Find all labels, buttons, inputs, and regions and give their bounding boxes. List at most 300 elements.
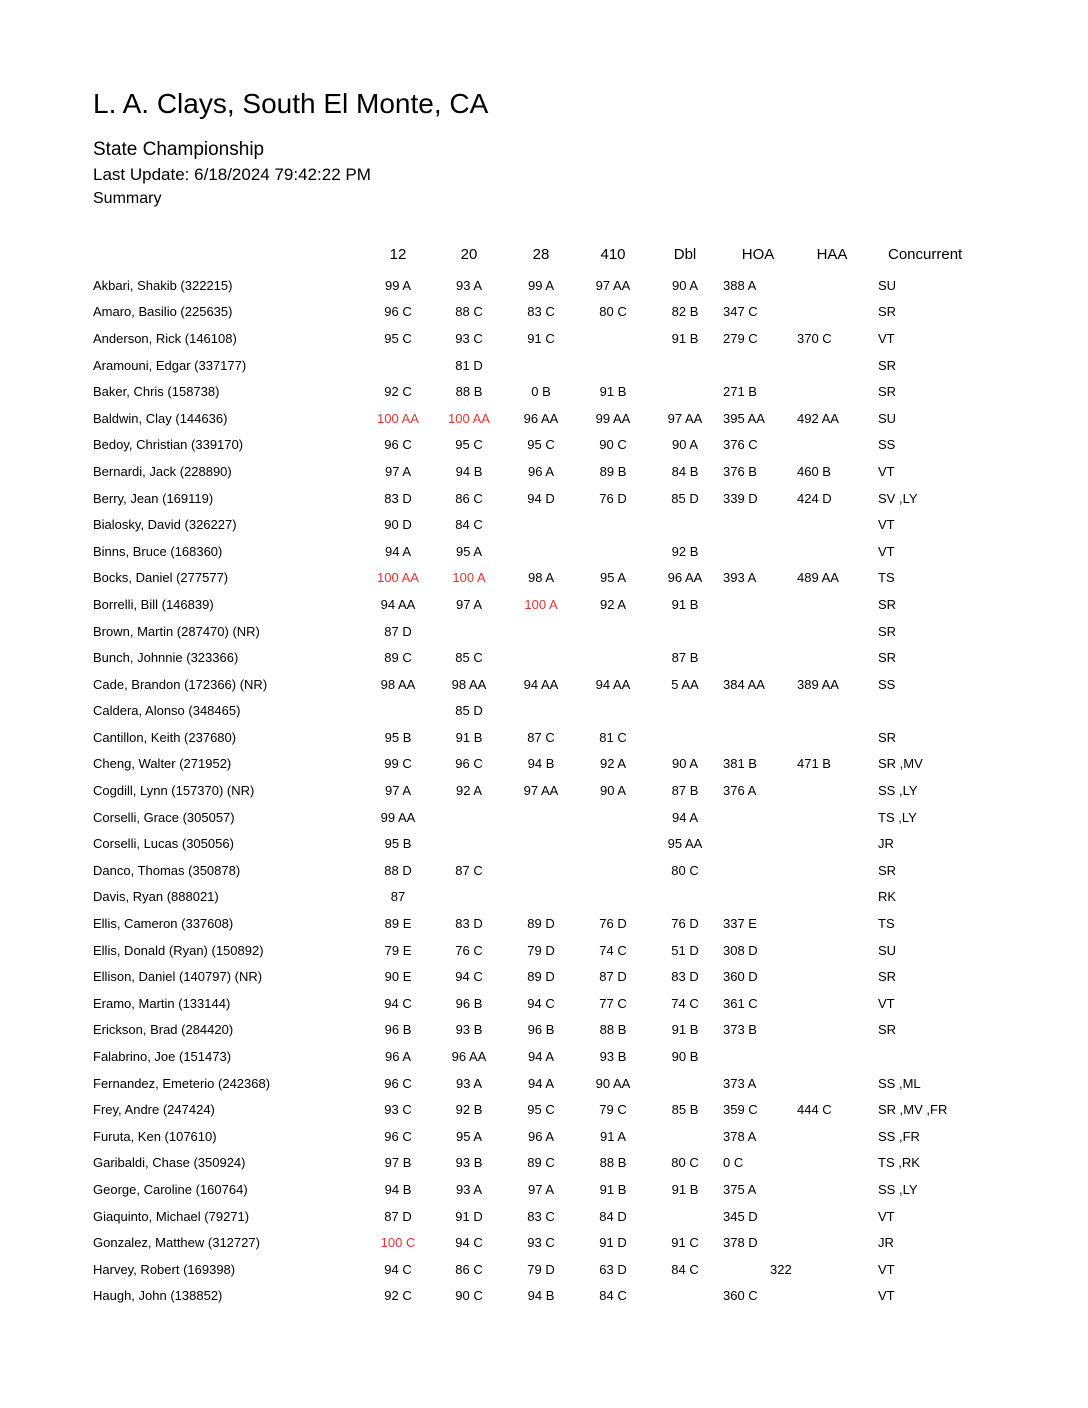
score-cell-g12: 97 B bbox=[384, 1155, 412, 1171]
score-cell-g12: 87 bbox=[390, 889, 406, 905]
score-cell-g20: 87 C bbox=[455, 862, 483, 878]
score-cell-g12: 98 AA bbox=[380, 676, 416, 692]
last-update-timestamp: Last Update: 6/18/2024 79:42:22 PM bbox=[93, 165, 371, 184]
score-cell-g410: 88 B bbox=[599, 1022, 627, 1038]
score-cell-g20: 91 D bbox=[455, 1208, 483, 1224]
score-cell-g410: 91 A bbox=[599, 1128, 627, 1144]
score-cell-g28: 96 AA bbox=[523, 410, 559, 426]
score-cell-dbl: 90 A bbox=[671, 277, 699, 293]
shooter-name: Cogdill, Lynn (157370) (NR) bbox=[93, 783, 255, 799]
score-cell-g410: 89 B bbox=[599, 463, 627, 479]
score-cell-g410: 91 B bbox=[599, 384, 627, 400]
score-cell-haa: 471 B bbox=[797, 756, 831, 772]
score-cell-g410: 77 C bbox=[599, 995, 627, 1011]
shooter-name: George, Caroline (160764) bbox=[93, 1181, 248, 1197]
table-row bbox=[93, 618, 1088, 645]
score-cell-g12: 99 AA bbox=[380, 809, 416, 825]
score-cell-g28: 96 A bbox=[527, 1128, 555, 1144]
score-cell-g20: 86 C bbox=[455, 490, 483, 506]
score-cell-dbl: 84 C bbox=[671, 1261, 699, 1277]
score-cell-g20: 94 B bbox=[455, 463, 483, 479]
shooter-name: Ellison, Daniel (140797) (NR) bbox=[93, 969, 263, 985]
shooter-name: Binns, Bruce (168360) bbox=[93, 543, 223, 559]
score-cell-g12: 89 C bbox=[384, 650, 412, 666]
table-row bbox=[93, 299, 1088, 326]
table-row bbox=[93, 698, 1088, 725]
score-cell-hoa: 373 B bbox=[723, 1022, 757, 1038]
score-cell-dbl: 80 C bbox=[671, 862, 699, 878]
table-row bbox=[93, 405, 1088, 432]
score-cell-g20: 93 A bbox=[455, 1181, 483, 1197]
score-cell-g12: 95 C bbox=[384, 330, 412, 346]
score-cell-dbl: 82 B bbox=[671, 304, 699, 320]
score-cell-dbl: 51 D bbox=[671, 942, 699, 958]
col-header-concurrent: Concurrent bbox=[888, 245, 963, 263]
shooter-name: Gonzalez, Matthew (312727) bbox=[93, 1235, 260, 1251]
score-cell-hoa: 271 B bbox=[723, 384, 757, 400]
score-cell-g28: 83 C bbox=[527, 304, 555, 320]
score-cell-hoa: 376 B bbox=[723, 463, 757, 479]
score-cell-dbl: 84 B bbox=[671, 463, 699, 479]
score-cell-g12: 88 D bbox=[384, 862, 412, 878]
score-cell-g12: 94 A bbox=[384, 543, 412, 559]
score-cell-g20: 88 B bbox=[455, 384, 483, 400]
score-cell-g410: 92 A bbox=[599, 596, 627, 612]
score-cell-g28: 79 D bbox=[527, 1261, 555, 1277]
table-row bbox=[93, 1043, 1088, 1070]
score-cell-haa: 489 AA bbox=[797, 570, 839, 586]
score-cell-g410: 90 A bbox=[599, 783, 627, 799]
score-cell-g12: 96 A bbox=[384, 1049, 412, 1065]
score-cell-conc: TS ,LY bbox=[878, 809, 917, 825]
score-cell-conc: VT bbox=[878, 1288, 895, 1304]
score-cell-hoa: 376 C bbox=[723, 437, 758, 453]
score-cell-g410: 99 AA bbox=[595, 410, 631, 426]
score-cell-g20: 81 D bbox=[455, 357, 483, 373]
col-header-410: 410 bbox=[600, 245, 626, 263]
score-cell-conc: JR bbox=[878, 836, 894, 852]
score-cell-g410: 90 C bbox=[599, 437, 627, 453]
shooter-name: Frey, Andre (247424) bbox=[93, 1102, 215, 1118]
shooter-name: Giaquinto, Michael (79271) bbox=[93, 1208, 250, 1224]
score-cell-conc: VT bbox=[878, 330, 895, 346]
score-cell-haa: 492 AA bbox=[797, 410, 839, 426]
score-cell-g20: 100 AA bbox=[448, 410, 490, 426]
shooter-name: Eramo, Martin (133144) bbox=[93, 995, 231, 1011]
table-row bbox=[93, 432, 1088, 459]
score-cell-hoa: 360 C bbox=[723, 1288, 758, 1304]
shooter-name: Amaro, Basilio (225635) bbox=[93, 304, 233, 320]
score-cell-conc: SU bbox=[878, 277, 897, 293]
shooter-name: Haugh, John (138852) bbox=[93, 1288, 223, 1304]
score-cell-conc: SR bbox=[878, 623, 897, 639]
table-row bbox=[93, 538, 1088, 565]
score-cell-conc: VT bbox=[878, 1261, 895, 1277]
score-cell-g28: 89 D bbox=[527, 916, 555, 932]
score-cell-dbl: 90 B bbox=[671, 1049, 699, 1065]
score-cell-conc: SR bbox=[878, 304, 897, 320]
score-cell-g410: 81 C bbox=[599, 729, 627, 745]
score-cell-g12: 87 D bbox=[384, 1208, 412, 1224]
score-cell-g12: 97 A bbox=[384, 783, 412, 799]
shooter-name: Furuta, Ken (107610) bbox=[93, 1128, 217, 1144]
table-row bbox=[93, 378, 1088, 405]
score-cell-g12: 95 B bbox=[384, 836, 412, 852]
shooter-name: Falabrino, Joe (151473) bbox=[93, 1049, 232, 1065]
shooter-name: Bernardi, Jack (228890) bbox=[93, 463, 232, 479]
score-cell-g12: 94 B bbox=[384, 1181, 412, 1197]
shooter-name: Cantillon, Keith (237680) bbox=[93, 729, 237, 745]
score-cell-conc: TS ,RK bbox=[878, 1155, 920, 1171]
shooter-name: Akbari, Shakib (322215) bbox=[93, 277, 233, 293]
shooter-name: Brown, Martin (287470) (NR) bbox=[93, 623, 260, 639]
score-cell-dbl: 83 D bbox=[671, 969, 699, 985]
score-cell-g28: 89 D bbox=[527, 969, 555, 985]
col-header-hoa: HOA bbox=[741, 245, 775, 263]
table-row bbox=[93, 565, 1088, 592]
score-cell-g12: 90 D bbox=[384, 517, 412, 533]
score-cell-conc: RK bbox=[878, 889, 897, 905]
score-cell-g12: 96 C bbox=[384, 1075, 412, 1091]
score-cell-g28: 95 C bbox=[527, 1102, 555, 1118]
score-cell-g20: 93 C bbox=[455, 330, 483, 346]
score-cell-g20: 85 D bbox=[455, 703, 483, 719]
score-cell-hoa: 339 D bbox=[723, 490, 758, 506]
shooter-name: Anderson, Rick (146108) bbox=[93, 330, 237, 346]
table-row bbox=[93, 910, 1088, 937]
shooter-name: Garibaldi, Chase (350924) bbox=[93, 1155, 246, 1171]
score-cell-g28: 99 A bbox=[527, 277, 555, 293]
score-cell-conc: SU bbox=[878, 942, 897, 958]
table-row bbox=[93, 591, 1088, 618]
score-cell-dbl: 74 C bbox=[671, 995, 699, 1011]
score-cell-conc: SR ,MV ,FR bbox=[878, 1102, 948, 1118]
table-row bbox=[93, 1203, 1088, 1230]
score-cell-conc: SS bbox=[878, 676, 896, 692]
score-cell-dbl: 5 AA bbox=[671, 676, 699, 692]
score-cell-g20: 96 C bbox=[455, 756, 483, 772]
score-cell-g12: 96 B bbox=[384, 1022, 412, 1038]
score-cell-conc: SR bbox=[878, 1022, 897, 1038]
score-cell-conc: SR bbox=[878, 357, 897, 373]
score-cell-g20: 84 C bbox=[455, 517, 483, 533]
table-row bbox=[93, 857, 1088, 884]
score-cell-g28: 0 B bbox=[531, 384, 551, 400]
score-cell-g410: 90 AA bbox=[595, 1075, 631, 1091]
score-cell-dbl: 85 D bbox=[671, 490, 699, 506]
shooter-name: Erickson, Brad (284420) bbox=[93, 1022, 234, 1038]
col-header-haa: HAA bbox=[816, 245, 848, 263]
score-table bbox=[93, 240, 1088, 1309]
score-cell-g20: 93 B bbox=[455, 1022, 483, 1038]
score-cell-g20: 96 AA bbox=[451, 1049, 487, 1065]
score-cell-conc: JR bbox=[878, 1235, 894, 1251]
score-cell-hoa: 381 B bbox=[723, 756, 757, 772]
score-cell-g28: 94 D bbox=[527, 490, 555, 506]
score-cell-g20: 88 C bbox=[455, 304, 483, 320]
table-row bbox=[93, 644, 1088, 671]
score-cell-dbl: 87 B bbox=[671, 783, 699, 799]
score-cell-g12: 94 C bbox=[384, 1261, 412, 1277]
shooter-name: Caldera, Alonso (348465) bbox=[93, 703, 241, 719]
score-cell-conc: SR bbox=[878, 650, 897, 666]
score-cell-g20: 93 A bbox=[455, 277, 483, 293]
score-cell-hoa: 359 C bbox=[723, 1102, 758, 1118]
score-cell-g410: 87 D bbox=[599, 969, 627, 985]
page-title: L. A. Clays, South El Monte, CA bbox=[93, 88, 489, 119]
table-row bbox=[93, 1070, 1088, 1097]
score-cell-g28: 83 C bbox=[527, 1208, 555, 1224]
score-cell-g28: 94 AA bbox=[523, 676, 559, 692]
score-cell-g20: 94 C bbox=[455, 969, 483, 985]
shooter-name: Ellis, Cameron (337608) bbox=[93, 916, 234, 932]
score-cell-g12: 92 C bbox=[384, 1288, 412, 1304]
score-cell-conc: SS ,ML bbox=[878, 1075, 921, 1091]
score-cell-conc: SU bbox=[878, 410, 897, 426]
score-cell-g12: 97 A bbox=[384, 463, 412, 479]
score-cell-dbl: 91 B bbox=[671, 1181, 699, 1197]
shooter-name: Harvey, Robert (169398) bbox=[93, 1261, 236, 1277]
score-cell-dbl: 95 AA bbox=[667, 836, 703, 852]
score-cell-g20: 94 C bbox=[455, 1235, 483, 1251]
score-cell-conc: SR bbox=[878, 384, 897, 400]
table-row bbox=[93, 751, 1088, 778]
shooter-name: Baker, Chris (158738) bbox=[93, 384, 220, 400]
score-cell-g20: 92 B bbox=[455, 1102, 483, 1118]
score-cell-dbl: 90 A bbox=[671, 437, 699, 453]
table-row bbox=[93, 352, 1088, 379]
score-cell-g410: 63 D bbox=[599, 1261, 627, 1277]
score-cell-g12: 96 C bbox=[384, 1128, 412, 1144]
score-cell-conc: SS ,LY bbox=[878, 1181, 918, 1197]
shooter-name: Bocks, Daniel (277577) bbox=[93, 570, 229, 586]
score-cell-g20: 95 A bbox=[455, 1128, 483, 1144]
score-cell-g12: 95 B bbox=[384, 729, 412, 745]
table-row bbox=[93, 990, 1088, 1017]
shooter-name: Bunch, Johnnie (323366) bbox=[93, 650, 239, 666]
score-cell-hoa: 388 A bbox=[723, 277, 757, 293]
score-cell-g28: 100 A bbox=[524, 596, 558, 612]
col-header-12: 12 bbox=[389, 245, 407, 263]
score-cell-g12: 92 C bbox=[384, 384, 412, 400]
score-cell-g20: 96 B bbox=[455, 995, 483, 1011]
score-cell-g28: 93 C bbox=[527, 1235, 555, 1251]
score-cell-hoa: 378 D bbox=[723, 1235, 758, 1251]
score-cell-conc: SR bbox=[878, 862, 897, 878]
score-cell-dbl: 90 A bbox=[671, 756, 699, 772]
table-row bbox=[93, 830, 1088, 857]
score-cell-dbl: 94 A bbox=[671, 809, 699, 825]
score-cell-hoa: 393 A bbox=[723, 570, 757, 586]
score-cell-hoa: 361 C bbox=[723, 995, 758, 1011]
table-row bbox=[93, 963, 1088, 990]
score-cell-g12: 100 AA bbox=[377, 410, 419, 426]
score-cell-g20: 83 D bbox=[455, 916, 483, 932]
score-cell-g12: 100 AA bbox=[377, 570, 419, 586]
score-cell-g12: 100 C bbox=[380, 1235, 416, 1251]
col-header-28: 28 bbox=[532, 245, 550, 263]
score-cell-haa: 389 AA bbox=[797, 676, 839, 692]
score-cell-g28: 94 C bbox=[527, 995, 555, 1011]
score-cell-dbl: 91 C bbox=[671, 1235, 699, 1251]
table-header-row bbox=[93, 240, 1088, 268]
score-cell-g410: 74 C bbox=[599, 942, 627, 958]
shooter-name: Baldwin, Clay (144636) bbox=[93, 410, 228, 426]
table-row bbox=[93, 1283, 1088, 1310]
score-cell-g20: 92 A bbox=[455, 783, 483, 799]
shooter-name: Bialosky, David (326227) bbox=[93, 517, 237, 533]
table-row bbox=[93, 724, 1088, 751]
score-cell-g28: 94 B bbox=[527, 1288, 555, 1304]
score-cell-g410: 95 A bbox=[599, 570, 627, 586]
score-cell-hoa: 375 A bbox=[723, 1181, 757, 1197]
shooter-name: Aramouni, Edgar (337177) bbox=[93, 357, 247, 373]
table-row bbox=[93, 325, 1088, 352]
score-cell-g410: 92 A bbox=[599, 756, 627, 772]
score-cell-g410: 80 C bbox=[599, 304, 627, 320]
table-row bbox=[93, 1229, 1088, 1256]
shooter-name: Bedoy, Christian (339170) bbox=[93, 437, 244, 453]
shooter-name: Ellis, Donald (Ryan) (150892) bbox=[93, 942, 264, 958]
score-cell-g20: 97 A bbox=[455, 596, 483, 612]
shooter-name: Fernandez, Emeterio (242368) bbox=[93, 1075, 271, 1091]
score-cell-dbl: 85 B bbox=[671, 1102, 699, 1118]
score-cell-hoa: 373 A bbox=[723, 1075, 757, 1091]
score-cell-hoa: 345 D bbox=[723, 1208, 758, 1224]
score-cell-conc: SS ,LY bbox=[878, 783, 918, 799]
score-cell-g28: 87 C bbox=[527, 729, 555, 745]
score-cell-dbl: 76 D bbox=[671, 916, 699, 932]
score-cell-g410: 76 D bbox=[599, 490, 627, 506]
score-cell-dbl: 96 AA bbox=[667, 570, 703, 586]
score-cell-conc: VT bbox=[878, 1208, 895, 1224]
score-cell-g28: 89 C bbox=[527, 1155, 555, 1171]
score-cell-g20: 93 A bbox=[455, 1075, 483, 1091]
score-cell-g28: 95 C bbox=[527, 437, 555, 453]
score-cell-haa: 460 B bbox=[797, 463, 831, 479]
shooter-name: Cade, Brandon (172366) (NR) bbox=[93, 676, 268, 692]
table-row bbox=[93, 511, 1088, 538]
score-cell-g20: 86 C bbox=[455, 1261, 483, 1277]
score-cell-hoa: 384 AA bbox=[723, 676, 765, 692]
score-cell-hoa: 360 D bbox=[723, 969, 758, 985]
table-row bbox=[93, 671, 1088, 698]
table-row bbox=[93, 458, 1088, 485]
score-cell-dbl: 92 B bbox=[671, 543, 699, 559]
score-cell-conc: TS bbox=[878, 570, 895, 586]
score-cell-g12: 93 C bbox=[384, 1102, 412, 1118]
score-cell-g28: 91 C bbox=[527, 330, 555, 346]
score-cell-g28: 94 B bbox=[527, 756, 555, 772]
score-cell-haa: 370 C bbox=[797, 330, 832, 346]
score-cell-hoa: 0 C bbox=[723, 1155, 744, 1171]
score-cell-g12: 99 A bbox=[384, 277, 412, 293]
shooter-name: Borrelli, Bill (146839) bbox=[93, 596, 214, 612]
score-cell-haa: 424 D bbox=[797, 490, 832, 506]
score-cell-g410: 94 AA bbox=[595, 676, 631, 692]
table-row bbox=[93, 884, 1088, 911]
score-cell-g28: 96 B bbox=[527, 1022, 555, 1038]
shooter-name: Corselli, Grace (305057) bbox=[93, 809, 235, 825]
score-cell-g12: 87 D bbox=[384, 623, 412, 639]
event-subtitle: State Championship bbox=[93, 139, 265, 160]
score-table-body bbox=[93, 272, 1088, 1309]
score-cell-g20: 93 B bbox=[455, 1155, 483, 1171]
score-cell-g20: 98 AA bbox=[451, 676, 487, 692]
score-cell-g410: 97 AA bbox=[595, 277, 631, 293]
score-cell-g28: 96 A bbox=[527, 463, 555, 479]
score-cell-conc: SR ,MV bbox=[878, 756, 923, 772]
table-row bbox=[93, 272, 1088, 299]
score-cell-conc: SR bbox=[878, 596, 897, 612]
score-cell-g410: 88 B bbox=[599, 1155, 627, 1171]
score-cell-dbl: 80 C bbox=[671, 1155, 699, 1171]
shooter-name: Danco, Thomas (350878) bbox=[93, 862, 241, 878]
score-cell-g410: 91 B bbox=[599, 1181, 627, 1197]
score-cell-g12: 99 C bbox=[384, 756, 412, 772]
score-cell-hoa: 308 D bbox=[723, 942, 758, 958]
score-cell-g12: 96 C bbox=[384, 304, 412, 320]
table-row bbox=[93, 1096, 1088, 1123]
score-cell-g20: 100 A bbox=[452, 570, 486, 586]
score-cell-conc: SS bbox=[878, 437, 896, 453]
score-cell-g20: 95 C bbox=[455, 437, 483, 453]
score-cell-conc: SS ,FR bbox=[878, 1128, 920, 1144]
score-cell-g12: 83 D bbox=[384, 490, 412, 506]
col-header-dbl: Dbl bbox=[673, 245, 697, 263]
score-cell-g20: 95 A bbox=[455, 543, 483, 559]
score-cell-g28: 97 AA bbox=[523, 783, 559, 799]
score-cell-g12: 96 C bbox=[384, 437, 412, 453]
shooter-name: Davis, Ryan (888021) bbox=[93, 889, 219, 905]
score-cell-hoa: 322 bbox=[770, 1261, 792, 1277]
score-cell-dbl: 91 B bbox=[671, 330, 699, 346]
score-cell-conc: VT bbox=[878, 995, 895, 1011]
score-cell-g28: 97 A bbox=[527, 1181, 555, 1197]
table-row bbox=[93, 1123, 1088, 1150]
score-cell-g410: 84 C bbox=[599, 1288, 627, 1304]
score-cell-dbl: 97 AA bbox=[667, 410, 703, 426]
score-cell-g12: 89 E bbox=[384, 916, 412, 932]
score-cell-hoa: 376 A bbox=[723, 783, 757, 799]
score-cell-dbl: 91 B bbox=[671, 1022, 699, 1038]
score-cell-dbl: 91 B bbox=[671, 596, 699, 612]
score-cell-g12: 94 AA bbox=[380, 596, 416, 612]
score-cell-g12: 79 E bbox=[384, 942, 412, 958]
table-row bbox=[93, 485, 1088, 512]
score-cell-g28: 94 A bbox=[527, 1075, 555, 1091]
score-cell-g12: 94 C bbox=[384, 995, 412, 1011]
score-cell-g28: 94 A bbox=[527, 1049, 555, 1065]
score-cell-g28: 98 A bbox=[527, 570, 555, 586]
score-cell-g20: 85 C bbox=[455, 650, 483, 666]
score-cell-g20: 90 C bbox=[455, 1288, 483, 1304]
section-label: Summary bbox=[93, 190, 162, 207]
score-cell-hoa: 337 E bbox=[723, 916, 757, 932]
score-cell-g410: 93 B bbox=[599, 1049, 627, 1065]
score-cell-conc: TS bbox=[878, 916, 895, 932]
score-cell-conc: SR bbox=[878, 969, 897, 985]
table-row bbox=[93, 1150, 1088, 1177]
score-cell-g410: 84 D bbox=[599, 1208, 627, 1224]
score-cell-g20: 76 C bbox=[455, 942, 483, 958]
score-cell-g12: 90 E bbox=[384, 969, 412, 985]
table-row bbox=[93, 1017, 1088, 1044]
table-row bbox=[93, 937, 1088, 964]
score-cell-hoa: 395 AA bbox=[723, 410, 765, 426]
score-cell-conc: SR bbox=[878, 729, 897, 745]
score-cell-hoa: 378 A bbox=[723, 1128, 757, 1144]
